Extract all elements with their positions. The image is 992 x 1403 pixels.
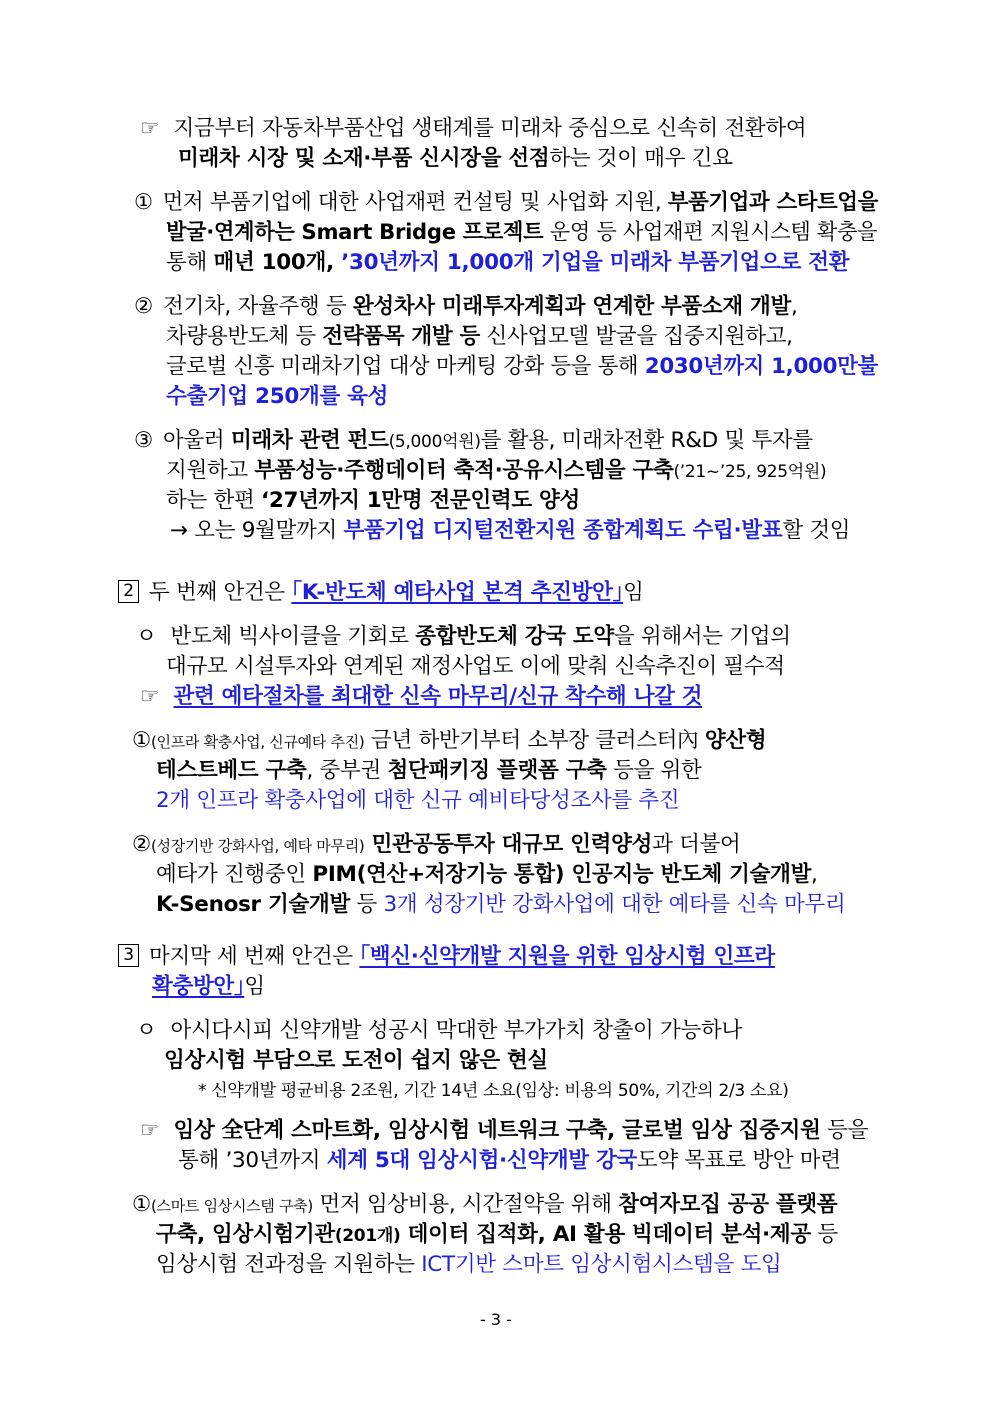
s1-item1-line1: ① 먼저 부품기업에 대한 사업재편 컨설팅 및 사업화 지원, 부품기업과 스타트업을 [134,190,879,215]
hand-pointer-icon: ☞ [140,116,159,141]
section-number-box: 3 [118,944,139,967]
s2-bullet-line2: 대규모 시설투자와 연계된 재정사업도 이에 맞춰 신속추진이 필수적 [166,654,785,679]
s1-item3-line2: 지원하고 부품성능·주행데이터 축적·공유시스템을 구축(’21~’25, 925억원) [166,458,827,483]
hand-pointer-icon: ☞ [140,684,159,709]
bullet-icon: ㅇ [136,1018,157,1043]
bullet-icon: ㅇ [136,624,157,649]
s2-item2-line1: ②(성장기반 강화사업, 예타 마무리) 민관공동투자 대규모 인력양성과 더불어 [132,832,741,857]
s1-hand-line2: 미래차 시장 및 소재·부품 신시장을 선점하는 것이 매우 긴요 [178,146,733,171]
s2-hand-line: ☞ 관련 예타절차를 최대한 신속 마무리/신규 착수해 나갈 것 [140,684,703,709]
s3-hand-line1: ☞ 임상 全단계 스마트화, 임상시험 네트워크 구축, 글로벌 임상 집중지원 등을 [140,1118,869,1143]
s2-heading: 2 두 번째 안건은 ｢K-반도체 예타사업 본격 추진방안｣임 [118,578,644,608]
s2-item1-line2: 테스트베드 구축, 중부권 첨단패키징 플랫폼 구축 등을 위한 [156,758,702,783]
s1-item2-line3: 글로벌 신흥 미래차기업 대상 마케팅 강화 등을 통해 2030년까지 1,000만불 [166,354,878,379]
s2-item2-line2: 예타가 진행중인 PIM(연산+저장기능 통합) 인공지능 반도체 기술개발, [156,862,818,887]
s2-item1-line1: ①(인프라 확충사업, 신규예타 추진) 금년 하반기부터 소부장 클러스터內 양산형 [132,728,767,753]
s3-item1-line1: ①(스마트 임상시스템 구축) 먼저 임상비용, 시간절약을 위해 참여자모집 공공 플랫폼 [132,1192,838,1217]
s3-item1-line3: 임상시험 전과정을 지원하는 ICT기반 스마트 임상시험시스템을 도입 [156,1252,782,1277]
s1-item2-line1: ② 전기차, 자율주행 등 완성차사 미래투자계획과 연계한 부품소재 개발, [134,294,798,319]
s1-item2-line4: 수출기업 250개를 육성 [166,384,389,409]
hand-pointer-icon: ☞ [140,1118,159,1143]
section-number-box: 2 [118,580,139,603]
s2-item2-line3: K-Senosr 기술개발 등 3개 성장기반 강화사업에 대한 예타를 신속 마무리 [156,892,846,917]
s3-item1-line2: 구축, 임상시험기관(201개) 데이터 집적화, AI 활용 빅데이터 분석·제공 등 [156,1222,838,1247]
s1-item3-line4: → 오는 9월말까지 부품기업 디지털전환지원 종합계획도 수립·발표할 것임 [170,518,851,543]
s1-hand-line1: ☞ 지금부터 자동차부품산업 생태계를 미래차 중심으로 신속히 전환하여 [140,116,807,141]
s3-heading-line1: 3 마지막 세 번째 안건은 ｢백신·신약개발 지원을 위한 임상시험 인프라 [118,942,775,972]
s2-bullet-line1: ㅇ 반도체 빅사이클을 기회로 종합반도체 강국 도약을 위해서는 기업의 [136,624,791,649]
s1-item2-line2: 차량용반도체 등 전략품목 개발 등 신사업모델 발굴을 집중지원하고, [166,324,793,349]
s1-item1-line2: 발굴·연계하는 Smart Bridge 프로젝트 운영 등 사업재편 지원시스템 확충을 [166,220,878,245]
s1-item3-line1: ③ 아울러 미래차 관련 펀드(5,000억원)를 활용, 미래차전환 R&D 및 투자를 [134,428,813,453]
s3-hand-line2: 통해 ’30년까지 세계 5대 임상시험·신약개발 강국도약 목표로 방안 마련 [178,1148,841,1173]
s3-bullet-line2: 임상시험 부담으로 도전이 쉽지 않은 현실 [164,1048,548,1073]
s3-heading-line2: 확충방안｣임 [152,974,265,999]
s1-item3-line3: 하는 한편 ‘27년까지 1만명 전문인력도 양성 [166,488,580,513]
s3-bullet-line1: ㅇ 아시다시피 신약개발 성공시 막대한 부가가치 창출이 가능하나 [136,1018,742,1043]
page-number: - 3 - [480,1310,512,1329]
s2-item1-line3: 2개 인프라 확충사업에 대한 신규 예비타당성조사를 추진 [156,788,680,813]
s1-item1-line3: 통해 매년 100개, ’30년까지 1,000개 기업을 미래차 부품기업으로 전환 [166,250,850,275]
s3-note: * 신약개발 평균비용 2조원, 기간 14년 소요(임상: 비용의 50%, 기간의 2/3 소요) [198,1081,789,1101]
